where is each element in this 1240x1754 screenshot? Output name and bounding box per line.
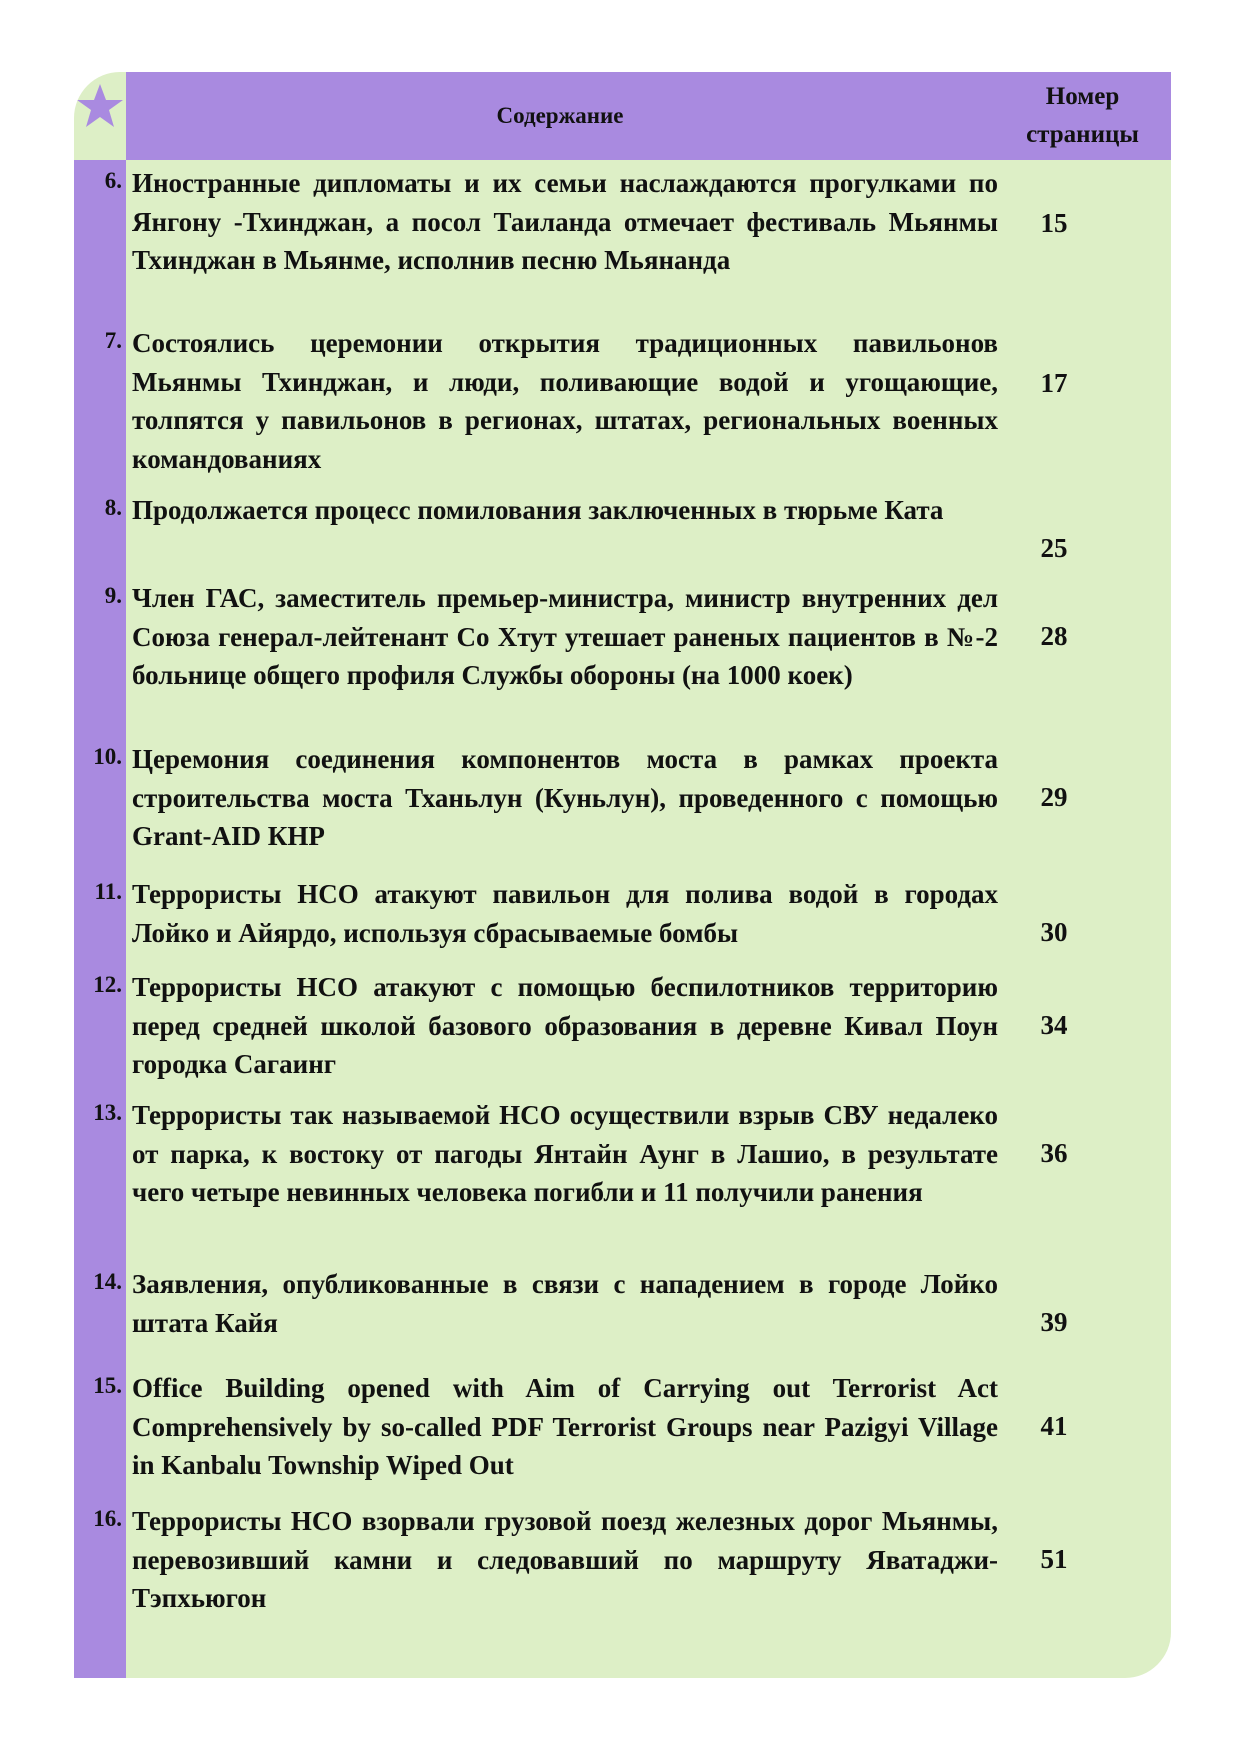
entry-page[interactable]: 15 xyxy=(1040,208,1068,238)
table-of-contents xyxy=(74,72,1171,1678)
entry-title[interactable]: Продолжается процесс помилования заключенных в тюрьме Ката xyxy=(132,495,944,525)
entry-page[interactable]: 25 xyxy=(1040,533,1068,563)
entry-title[interactable]: Террористы НСО атакуют с помощью беспилотников территорию перед средней школой базового образования в деревне Кивал Поун городка Сагаинг xyxy=(132,972,998,1079)
entry-title[interactable]: Office Building opened with Aim of Carrying out Terrorist Act Comprehensively by so-called PDF Terrorist Groups near Pazigyi Village in Kanbalu Township Wiped Out xyxy=(132,1373,998,1480)
entry-number: 11. xyxy=(94,879,122,904)
entry-title[interactable]: Террористы НСО взорвали грузовой поезд железных дорог Мьянмы, перевозивший камни и следовавший по маршруту Яватаджи-Тэпхьюгон xyxy=(132,1506,998,1613)
entry-title[interactable]: Террористы НСО атакуют павильон для полива водой в городах Лойко и Айярдо, используя сбрасываемые бомбы xyxy=(132,879,998,948)
entry-number: 6. xyxy=(104,168,122,193)
entry-title[interactable]: Террористы так называемой НСО осуществили взрыв СВУ недалеко от парка, к востоку от пагоды Янтайн Аунг в Лашио, в результате чего четыре невинных человека погибли и 11 получили ранения xyxy=(132,1100,998,1207)
entry-title[interactable]: Состоялись церемонии открытия традиционных павильонов Мьянмы Тхинджан, и люди, поливающие водой и угощающие, толпятся у павильонов в регионах, штатах, региональных военных командованиях xyxy=(132,328,998,474)
star-icon xyxy=(76,82,124,130)
entry-page[interactable]: 36 xyxy=(1040,1138,1068,1168)
entry-page[interactable]: 51 xyxy=(1040,1544,1068,1574)
entry-number: 10. xyxy=(93,744,122,769)
entry-number: 8. xyxy=(104,495,122,520)
entry-title[interactable]: Член ГАС, заместитель премьер-министра, министр внутренних дел Союза генерал-лейтенант Со Хтут утешает раненых пациентов в №-2 больнице общего профиля Службы обороны (на 1000 коек) xyxy=(132,583,998,690)
entry-page[interactable]: 30 xyxy=(1040,917,1068,947)
entry-number: 16. xyxy=(93,1506,122,1531)
entry-title[interactable]: Заявления, опубликованные в связи с нападением в городе Лойко штата Кайя xyxy=(132,1269,998,1338)
entry-number: 9. xyxy=(104,583,122,608)
entry-number: 7. xyxy=(104,328,122,353)
entry-number: 15. xyxy=(93,1373,122,1398)
entry-number: 12. xyxy=(93,972,122,997)
entry-page[interactable]: 17 xyxy=(1040,368,1068,398)
entry-page[interactable]: 39 xyxy=(1040,1307,1068,1337)
entry-page[interactable]: 41 xyxy=(1040,1411,1068,1441)
entry-page[interactable]: 28 xyxy=(1040,621,1068,651)
page-number-heading: Номер страницы xyxy=(1026,83,1139,148)
number-column-bar xyxy=(74,160,126,1678)
entry-title[interactable]: Иностранные дипломаты и их семьи наслаждаются прогулками по Янгону -Тхинджан, а посол Таиланда отмечает фестиваль Мьянмы Тхинджан в Мьянме, исполнив песню Мьянанда xyxy=(132,168,998,275)
entry-page[interactable]: 34 xyxy=(1040,1010,1068,1040)
toc-heading: Содержание xyxy=(496,103,624,128)
entry-number: 13. xyxy=(93,1100,122,1125)
entry-number: 14. xyxy=(93,1269,122,1294)
entry-page[interactable]: 29 xyxy=(1040,782,1068,812)
entry-title[interactable]: Церемония соединения компонентов моста в рамках проекта строительства моста Тханьлун (Куньлун), проведенного с помощью Grant-AID КНР xyxy=(132,744,998,851)
